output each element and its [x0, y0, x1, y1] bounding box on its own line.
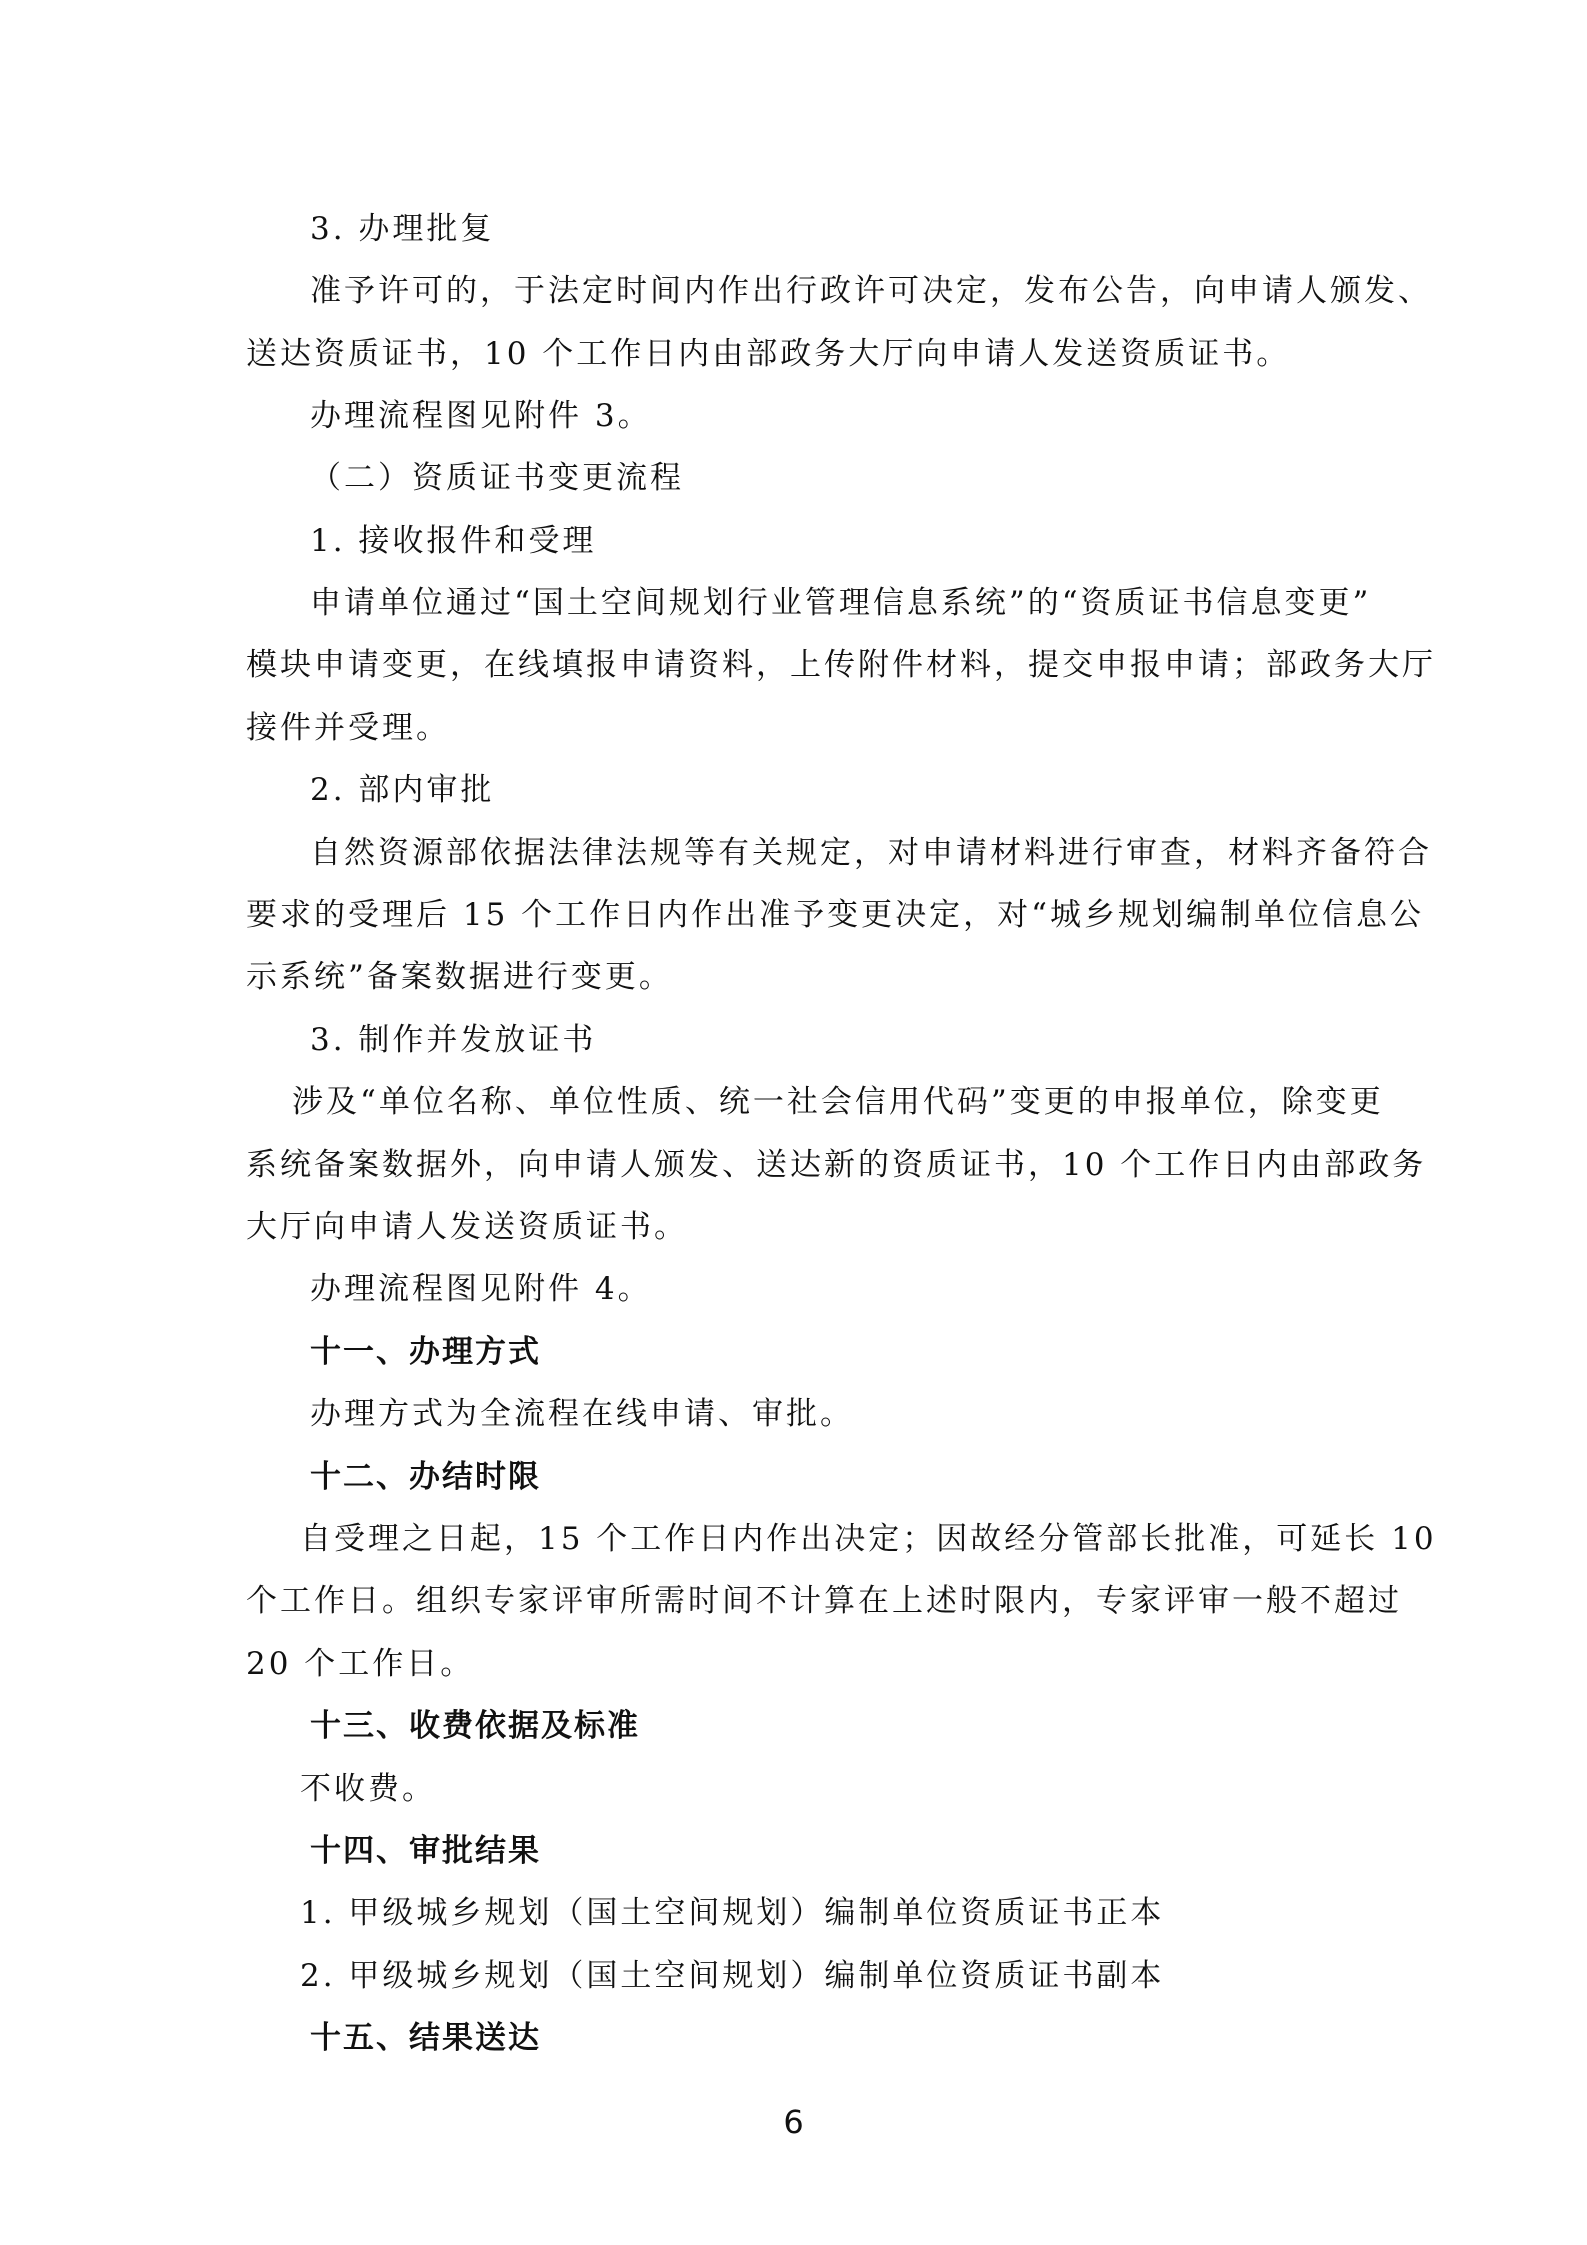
list-item: 2. 甲级城乡规划（国土空间规划）编制单位资质证书副本	[300, 1958, 1165, 1994]
paragraph-line: 申请单位通过“国土空间规划行业管理信息系统”的“资质证书信息变更”	[310, 585, 1372, 621]
page-number: 6	[783, 2103, 804, 2141]
paragraph-line: 个工作日。组织专家评审所需时间不计算在上述时限内，专家评审一般不超过	[246, 1583, 1402, 1619]
paragraph-line: 办理流程图见附件 3。	[310, 398, 652, 434]
list-item: 1. 甲级城乡规划（国土空间规划）编制单位资质证书正本	[300, 1895, 1165, 1931]
paragraph-line: 办理方式为全流程在线申请、审批。	[310, 1396, 854, 1432]
paragraph-line: 自受理之日起，15 个工作日内作出决定；因故经分管部长批准，可延长 10	[300, 1521, 1437, 1557]
paragraph-line: 自然资源部依据法律法规等有关规定，对申请材料进行审查，材料齐备符合	[310, 835, 1432, 871]
paragraph-line: 不收费。	[300, 1771, 436, 1807]
step-heading-receive: 1. 接收报件和受理	[310, 523, 597, 559]
paragraph-line: 接件并受理。	[246, 710, 450, 746]
section-heading-results: 十四、审批结果	[310, 1833, 541, 1869]
subsection-heading-change-process: （二）资质证书变更流程	[310, 460, 684, 496]
paragraph-line: 模块申请变更，在线填报申请资料，上传附件材料，提交申报申请；部政务大厅	[246, 647, 1436, 683]
section-heading-delivery: 十五、结果送达	[310, 2020, 541, 2056]
subsection-heading-approval: 3. 办理批复	[310, 211, 495, 247]
paragraph-line: 大厅向申请人发送资质证书。	[246, 1209, 688, 1245]
paragraph-line: 准予许可的，于法定时间内作出行政许可决定，发布公告，向申请人颁发、	[310, 273, 1432, 309]
paragraph-line: 系统备案数据外，向申请人颁发、送达新的资质证书，10 个工作日内由部政务	[246, 1147, 1427, 1183]
section-heading-method: 十一、办理方式	[310, 1334, 541, 1370]
section-heading-fees: 十三、收费依据及标准	[310, 1708, 640, 1744]
paragraph-line: 涉及“单位名称、单位性质、统一社会信用代码”变更的申报单位，除变更	[292, 1084, 1384, 1120]
step-heading-internal-approval: 2. 部内审批	[310, 772, 495, 808]
paragraph-line: 送达资质证书，10 个工作日内由部政务大厅向申请人发送资质证书。	[246, 336, 1291, 372]
paragraph-line: 示系统”备案数据进行变更。	[246, 959, 673, 995]
step-heading-issue-certificate: 3. 制作并发放证书	[310, 1022, 597, 1058]
paragraph-line: 20 个工作日。	[246, 1646, 475, 1682]
paragraph-line: 办理流程图见附件 4。	[310, 1271, 652, 1307]
paragraph-line: 要求的受理后 15 个工作日内作出准予变更决定，对“城乡规划编制单位信息公	[246, 897, 1424, 933]
section-heading-time-limit: 十二、办结时限	[310, 1459, 541, 1495]
